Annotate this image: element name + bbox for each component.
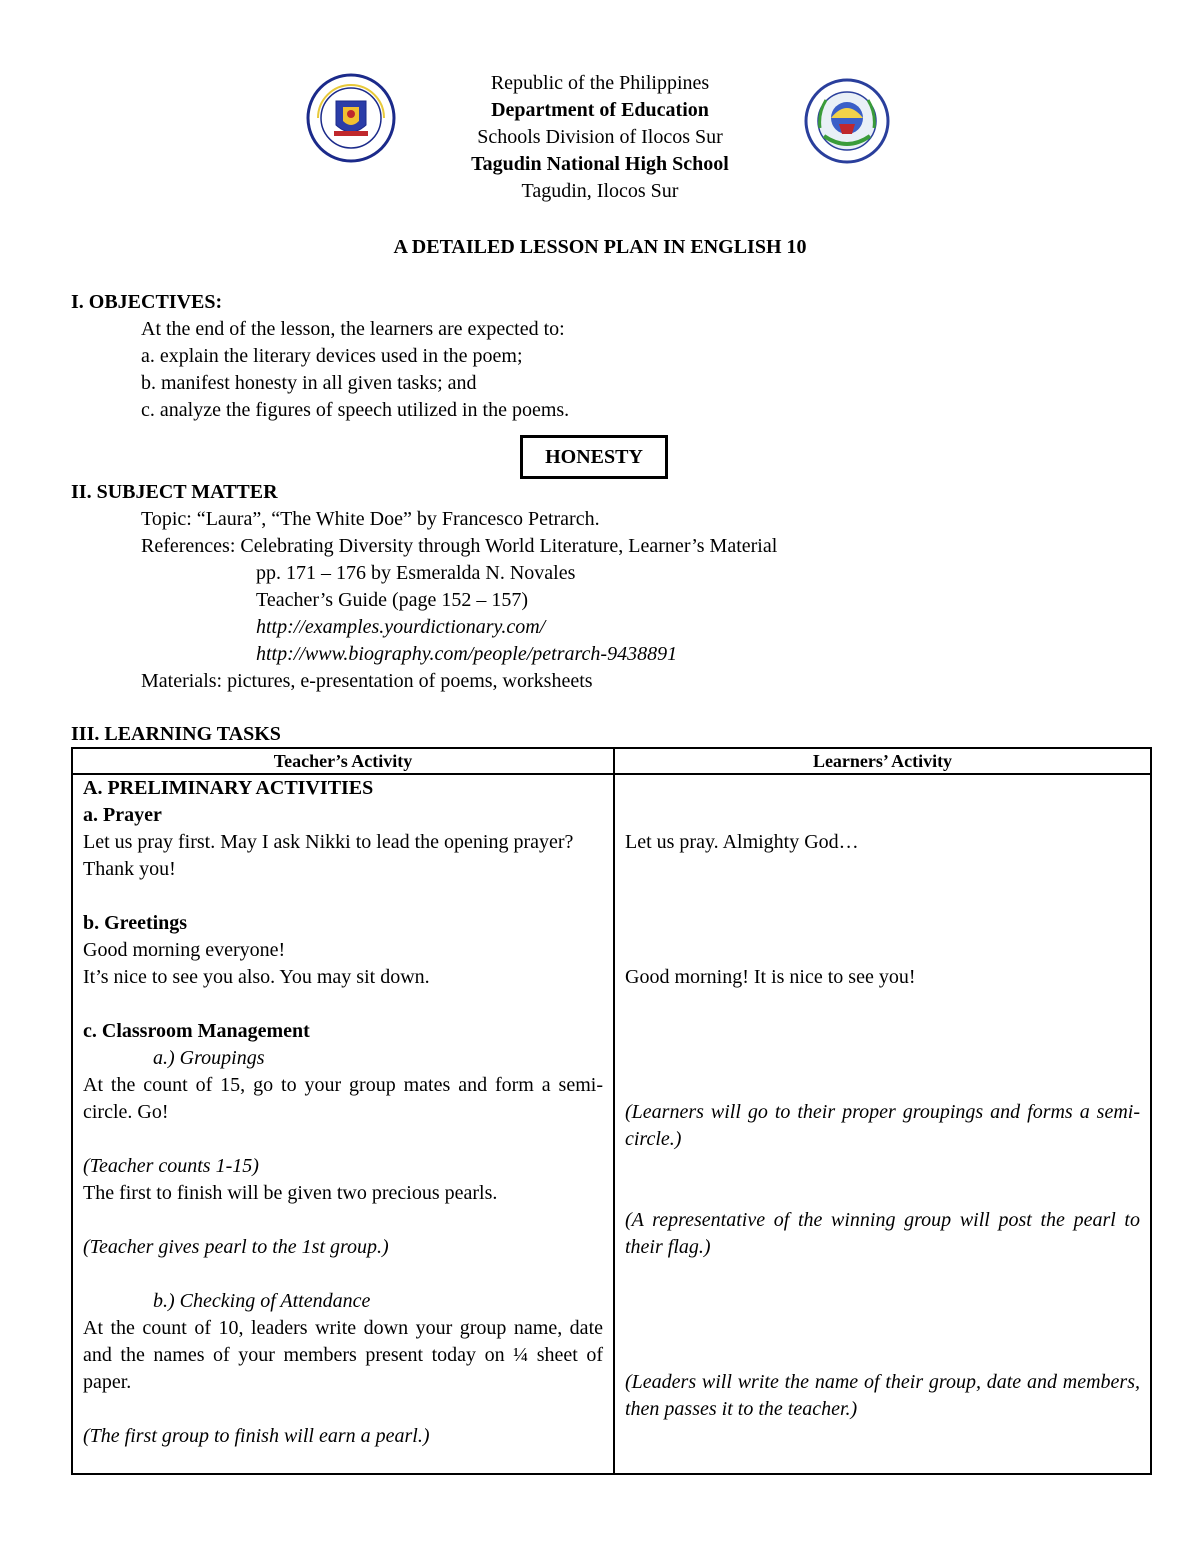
classroom-management-heading: c. Classroom Management (83, 1020, 310, 1042)
school-name: Tagudin National High School (471, 153, 729, 175)
letterhead (0, 70, 1200, 205)
objectives-intro: At the end of the lesson, the learners are expected to: (141, 318, 565, 340)
objective-item: c. analyze the figures of speech utilized in the poems. (141, 399, 570, 421)
department-line: Department of Education (491, 99, 709, 121)
learner-activity-cell (614, 774, 1151, 1474)
teacher-activity-cell (72, 774, 614, 1474)
table-row (72, 774, 1151, 1474)
teacher-counts-note: (Teacher counts 1-15) (83, 1155, 259, 1177)
greetings-teacher-text-2: It’s nice to see you also. You may sit down. (83, 966, 430, 988)
reference-guide: Teacher’s Guide (page 152 – 157) (256, 589, 529, 611)
table-header-row (72, 748, 1151, 774)
attendance-teacher-text: At the count of 10, leaders write down your group name, date and the names of your members present today on ¼ sheet of paper. (83, 1317, 603, 1393)
learner-column-header: Learners’ Activity (614, 748, 1151, 774)
reference-pages: pp. 171 – 176 by Esmeralda N. Novales (256, 562, 576, 584)
republic-line: Republic of the Philippines (490, 72, 710, 94)
teacher-gives-pearl-note: (Teacher gives pearl to the 1st group.) (83, 1236, 389, 1258)
school-address: Tagudin, Ilocos Sur (521, 180, 679, 202)
prayer-learner-text: Let us pray. Almighty God… (625, 831, 859, 853)
objective-item: a. explain the literary devices used in the poem; (141, 345, 523, 367)
learning-tasks-heading: III. LEARNING TASKS (71, 723, 281, 745)
earn-pearl-note: (The first group to finish will earn a pearl.) (83, 1425, 430, 1447)
learning-tasks-table (71, 747, 1152, 1475)
groupings-subheading: a.) Groupings (153, 1047, 265, 1069)
topic-line: Topic: “Laura”, “The White Doe” by Francesco Petrarch. (141, 508, 600, 530)
greetings-teacher-text: Good morning everyone! (83, 939, 286, 961)
materials-line: Materials: pictures, e-presentation of poems, worksheets (141, 670, 593, 692)
prayer-thanks-text: Thank you! (83, 858, 176, 880)
reference-url: http://examples.yourdictionary.com/ (256, 616, 546, 638)
greetings-learner-text: Good morning! It is nice to see you! (625, 966, 916, 988)
prayer-teacher-text: Let us pray first. May I ask Nikki to lead the opening prayer? (83, 831, 574, 853)
objective-item: b. manifest honesty in all given tasks; and (141, 372, 477, 394)
references-line: References: Celebrating Diversity through World Literature, Learner’s Material (141, 535, 778, 557)
teacher-column-header: Teacher’s Activity (72, 748, 614, 774)
reference-url: http://www.biography.com/people/petrarch-9438891 (256, 643, 678, 665)
attendance-learner-text: (Leaders will write the name of their group, date and members, then passes it to the teacher.) (625, 1371, 1140, 1420)
pearls-learner-text: (A representative of the winning group will post the pearl to their flag.) (625, 1209, 1140, 1258)
objectives-heading: I. OBJECTIVES: (71, 291, 223, 313)
pearls-teacher-text: The first to finish will be given two precious pearls. (83, 1182, 498, 1204)
subject-matter-heading: II. SUBJECT MATTER (71, 481, 278, 503)
attendance-subheading: b.) Checking of Attendance (153, 1290, 371, 1312)
preliminary-heading: A. PRELIMINARY ACTIVITIES (83, 777, 374, 799)
greetings-heading: b. Greetings (83, 912, 188, 934)
prayer-heading: a. Prayer (83, 804, 162, 826)
division-line: Schools Division of Ilocos Sur (477, 126, 723, 148)
document-title: A DETAILED LESSON PLAN IN ENGLISH 10 (393, 236, 807, 258)
groupings-learner-text: (Learners will go to their proper groupings and forms a semi-circle.) (625, 1101, 1140, 1150)
groupings-teacher-text: At the count of 15, go to your group mates and form a semi-circle. Go! (83, 1074, 603, 1123)
value-box: HONESTY (520, 435, 668, 479)
